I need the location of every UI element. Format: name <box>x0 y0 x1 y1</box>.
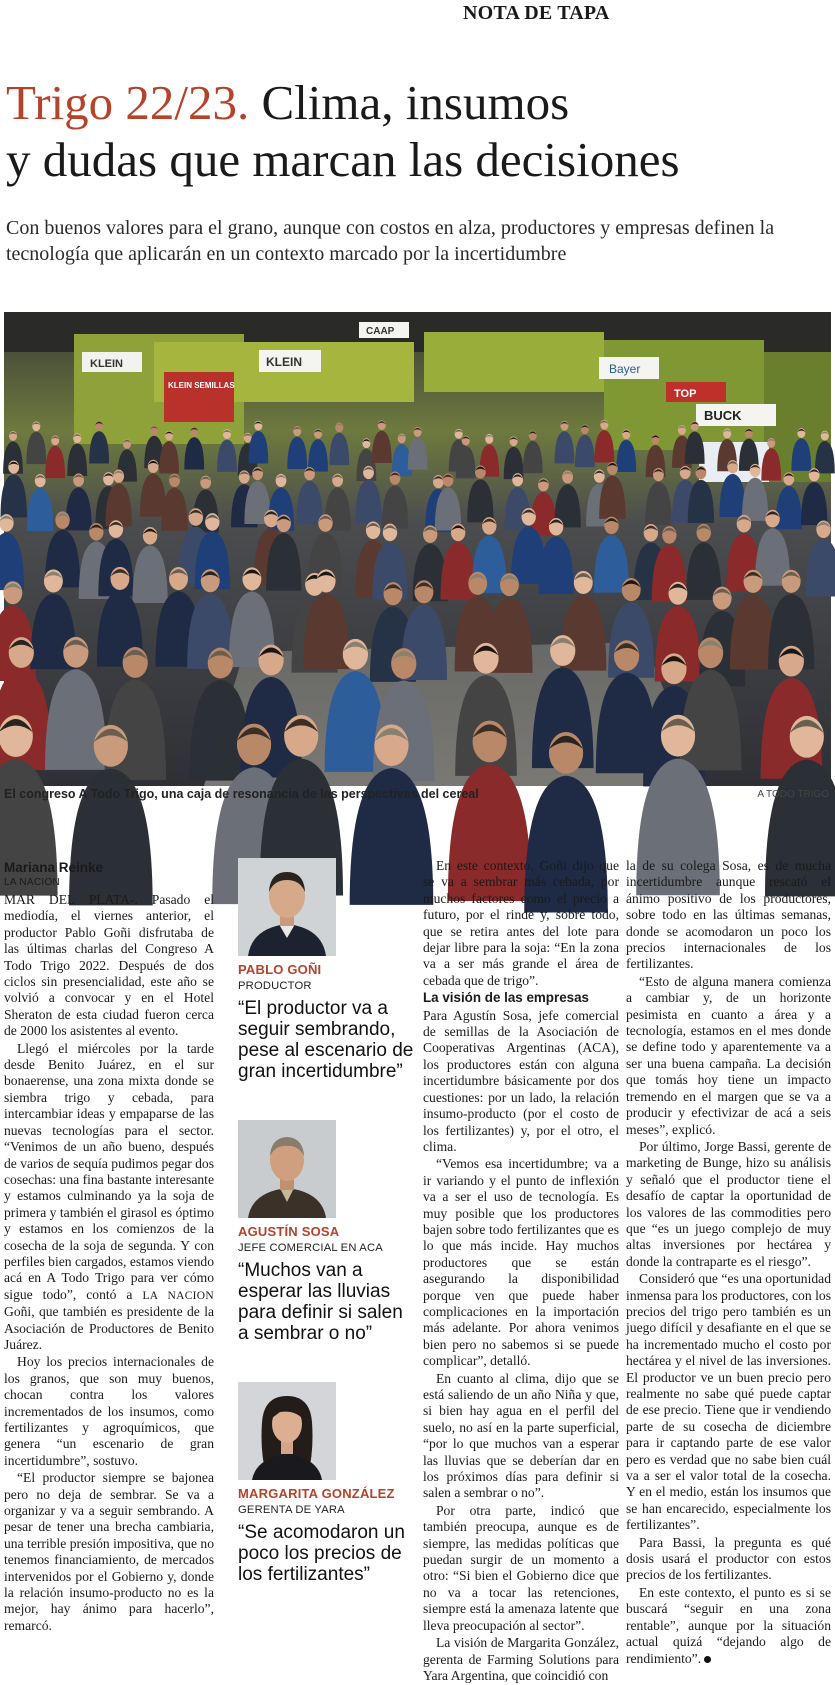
headline-kicker: Trigo 22/23. <box>6 75 250 130</box>
avatar <box>238 1382 336 1480</box>
headline-line2: y dudas que marcan las decisiones <box>6 132 680 187</box>
lead-photo <box>4 312 831 786</box>
quote-name: MARGARITA GONZÁLEZ <box>238 1486 395 1501</box>
paragraph: “El productor siempre se bajonea pero no deja de sembrar. Se va a organizar y va a seguir sembrando. A pesar de tener una brecha cambiaria, una terrible presión impositiva, que no tenemos financiamiento, de mercados intervenidos por el Gobierno y, donde la relación insumo-producto no es la mejor, hay ánimo para hacerlo”, remarcó. <box>4 1470 214 1633</box>
paragraph: Para Agustín Sosa, jefe comercial de semillas de la Asociación de Cooperativas Argentinas (ACA), los productores están con alguna incertidumbre básicamente por dos cuestiones: por un lado, la relación insumo-producto (por el costo de los fertilizantes) y, por el otro, el clima. <box>423 1007 619 1154</box>
deck-subtitle: Con buenos valores para el grano, aunque con costos en alza, productores y empresas definen la tecnología que aplicarán en un contexto marcado por la incertidumbre <box>6 217 775 265</box>
paragraph: En este contexto, Goñi dijo que se va a sembrar más cebada, por muchos factores como el precio a futuro, por el rinde y, sobre todo, que se retira antes del lote para dejar libre para la soja: “En la zona va a ser más grande el área de cebada que de trigo”. <box>423 858 619 988</box>
quote-block-sosa <box>238 1120 414 1344</box>
booth-sign-5: TOP <box>674 388 697 400</box>
paragraph: En este contexto, el punto es si se buscará “seguir en una zona rentable”, aunque por la situación actual quizá “dejando algo de rendimiento”. <box>626 1584 831 1666</box>
article-column-4 <box>626 858 831 1668</box>
photo-credit: A TODO TRIGO <box>757 789 829 800</box>
booth-sign-4: Bayer <box>609 362 641 376</box>
paragraph: la de su colega Sosa, es de mucha incertidumbre aunque rescató el ánimo positivo de los productores, sobre todo en las últimas semanas, donde se acomodaron un poco los precios internacionales de los fertilizantes. <box>626 858 831 972</box>
headline <box>6 74 826 188</box>
paragraph: Por último, Jorge Bassi, gerente de marketing de Bunge, hizo su análisis y señaló que el productor tiene el desafío de captar la oportunidad de los valores de las commodities pero que “es un juego complejo de muy altas inversiones por hectárea y donde la contraparte es el riesgo”. <box>626 1138 831 1269</box>
pull-quote: “El productor va a seguir sembrando, pese al escenario de gran incertidumbre” <box>238 998 414 1082</box>
paragraph: La visión de Margarita González, gerenta de Farming Solutions para Yara Argentina, que coincidió con <box>423 1635 619 1683</box>
avatar <box>238 1120 336 1218</box>
paragraph: MAR DEL PLATA-. Pasado el mediodía, el viernes anterior, el productor Pablo Goñi disfrutaba de las últimas charlas del Congreso A Todo Trigo 2022. Después de dos ciclos sin presencialidad, este año se volvió a convocar y en el Hotel Sheraton de esta ciudad fueron cerca de 2000 los asistentes al evento. <box>4 892 214 1039</box>
paragraph: Para Bassi, la pregunta es qué dosis usará el productor con estos precios de los fertilizantes. <box>626 1534 831 1583</box>
outlet-mention: LA NACION <box>142 1289 214 1302</box>
paragraph: Consideró que “es una oportunidad inmensa para los productores, con los precios del trigo pero también es un juego difícil y desafiante en el que se ha incrementado mucho el costo por hectárea y el nivel de las inversiones. El productor ve un buen precio pero realmente no sabe qué puede captar de ese precio. Tiene que ir vendiendo parte de su cosecha de diciembre para ir captando parte de ese valor pero es verdad que no sabe bien cuál va a ser el valor total de la cosecha. Y en el medio, están los insumos que se han encarecido, especialmente los fertilizantes”. <box>626 1271 831 1533</box>
booth-sign-2: KLEIN <box>266 355 302 369</box>
paragraph: “Esto de alguna manera comienza a cambiar y, de un horizonte pesimista en cuanto a área y a tecnología, estamos en el mes donde se define todo y aparentemente va a ser una buena campaña. La decisión que tomás hoy tiene un impacto tremendo en el margen que se va a producir y efectivizar de acá a seis meses”, explicó. <box>626 973 831 1137</box>
booth-sign-3: CAAP <box>366 326 395 337</box>
paragraph: En cuanto al clima, dijo que se está saliendo de un año Niña y que, si bien hay agua en el perfil del suelo, no así en la parte superficial, “por lo que muchos van a esperar las lluvias que se deberían dar en los próximos días para definir si salen a sembrar o no”. <box>423 1370 619 1501</box>
pull-quote: “Se acomodaron un poco los precios de los fertilizantes” <box>238 1522 405 1585</box>
booth-sign-1: KLEIN <box>90 358 123 370</box>
article-column-3 <box>423 858 619 1685</box>
paragraph: Llegó el miércoles por la tarde desde Benito Juárez, en el sur bonaerense, una zona mixta donde se siembra trigo y cebada, para intercambiar ideas y empaparse de las nuevas tecnologías para el sector. “Venimos de un año bueno, después de varios de sequía pudimos pegar dos cosechas: una fina bastante interesante y estamos culminando ya la soja de primera y también el girasol es óptimo y estamos en los comienzos de la cosecha de la soja de segunda. Y con perfiles bien cargados, estamos viendo acá en A Todo Trigo para ver cómo sigue todo”, contó a LA NACION Goñi, que también es presidente de la Asociación de Productores de Benito Juárez. <box>4 1040 215 1352</box>
paragraph: Hoy los precios internacionales de los granos, que son muy buenos, chocan contra los valores incrementados de los insumos, como fertilizantes y agroquímicos, que genera “un escenario de gran incertidumbre”, sostuvo. <box>4 1354 214 1468</box>
avatar <box>238 858 336 956</box>
article-column-1 <box>4 860 214 1635</box>
quote-role: JEFE COMERCIAL EN ACA <box>238 1242 383 1254</box>
subheading: La visión de las empresas <box>423 990 589 1006</box>
byline-author: Mariana Reinke <box>4 860 104 875</box>
quote-role: GERENTA DE YARA <box>238 1504 345 1516</box>
quote-block-gonzalez <box>238 1382 414 1585</box>
crowd-photo-illustration <box>4 312 831 786</box>
quote-role: PRODUCTOR <box>238 980 312 992</box>
section-tag: NOTA DE TAPA <box>463 2 610 24</box>
paragraph: “Vemos esa incertidumbre; va a ir variando y el punto de inflexión va a ser el uso de tecnología. Es muy posible que los productores bajen sobre todo fertilizantes que es lo que más incide. Hay muchos productores que se están asegurando la disponibilidad porque ven que puede haber complicaciones en la importación más adelante. Por ahora venimos bien pero no sabemos si se puede complicar”, detalló. <box>423 1156 619 1369</box>
booth-sign-6: BUCK <box>704 408 742 423</box>
byline-outlet: LA NACION <box>4 877 61 888</box>
pull-quote: “Muchos van a esperar las lluvias para definir si salen a sembrar o no” <box>238 1260 403 1344</box>
paragraph: Por otra parte, indicó que también preocupa, aunque es de siempre, las medidas políticas que puedan surgir de un momento a otro: “Si bien el Gobierno dice que no va a tocar las retenciones, siempre está la amenaza latente que lleva preocupación al sector”. <box>423 1502 619 1633</box>
headline-line1: Clima, insumos <box>249 75 570 130</box>
end-of-article-icon <box>704 1656 711 1663</box>
photo-caption: El congreso A Todo Trigo, una caja de resonancia de las perspectivas del cereal <box>4 787 479 801</box>
quote-block-goni <box>238 858 414 1082</box>
quote-name: PABLO GOÑI <box>238 962 322 977</box>
quote-name: AGUSTÍN SOSA <box>238 1224 340 1239</box>
booth-sign-7: KLEIN SEMILLAS <box>168 381 235 390</box>
